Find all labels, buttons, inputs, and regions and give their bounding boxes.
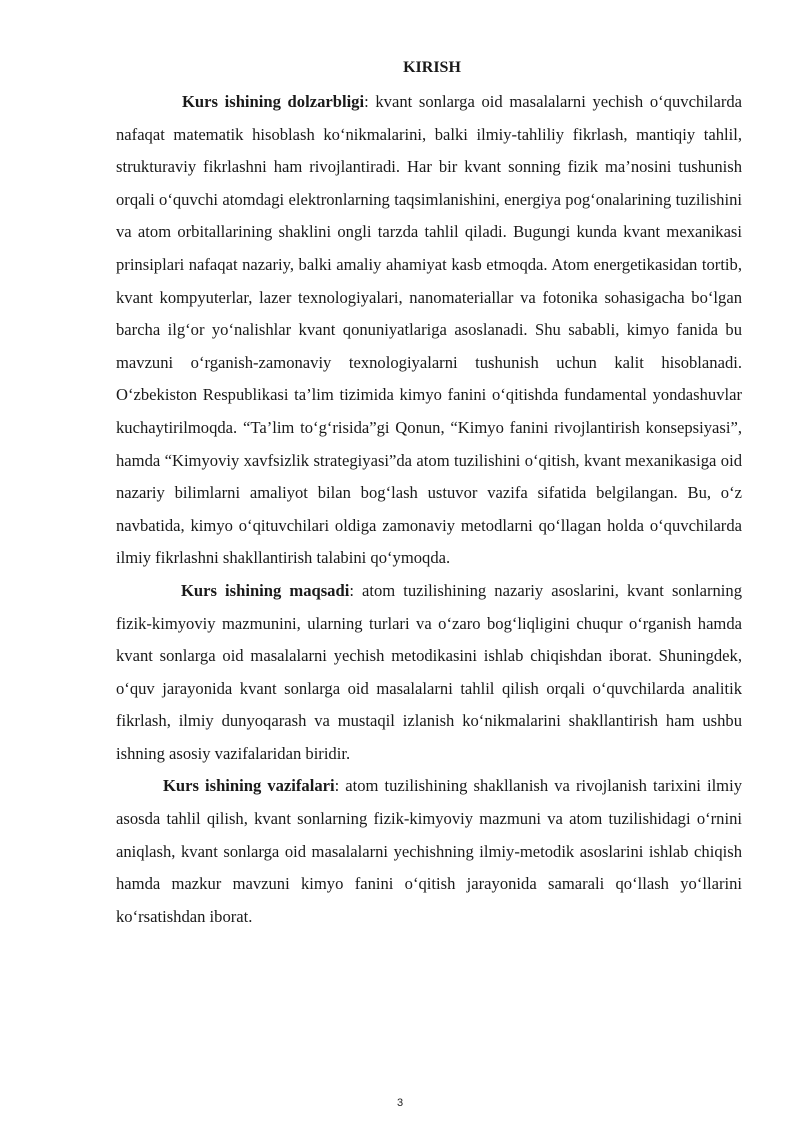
page-number: 3 [396, 1097, 404, 1109]
paragraph-lead-goal: Kurs ishining maqsadi [181, 580, 350, 600]
paragraph-body-relevance: : kvant sonlarga oid masalalarni yechish o‘quvchilarda nafaqat matematik hisoblash ko‘nikmalarini, balki ilmiy-tahliliy fikrlash, mantiqiy tahlil, strukturaviy fikrlashni ham rivojlantiradi. Har bir kvant sonning fizik ma’nosini tushunish orqali o‘quvchi atomdagi elektronlarning taqsimlanishini, energiya pog‘onalarining tuzilishini va atom orbitallarining shaklini ongli tarzda tahlil qiladi. Bugungi kunda kvant mexanikasi prinsiplari nafaqat nazariy, balki amaliy ahamiyat kasb etmoqda. Atom energetikasidan tortib, kvant kompyuterlar, lazer texnologiyalari, nanomateriallar va fotonika sohasigacha bo‘lgan barcha ilg‘or yo‘nalishlar kvant qonuniyatlariga asoslanadi. Shu sababli, kimyo fanida bu mavzuni o‘rganish-zamonaviy texnologiyalarni tushunish uchun kalit hisoblanadi. O‘zbekiston Respublikasi ta’lim tizimida kimyo fanini o‘qitishda fundamental yondashuvlar kuchaytirilmoqda. “Ta’lim to‘g‘risida”gi Qonun, “Kimyo fanini rivojlantirish konsepsiyasi”, hamda “Kimyoviy xavfsizlik strategiyasi”da atom tuzilishini o‘qitish, kvant mexanikasiga oid nazariy bilimlarni amaliyot bilan bog‘lash ustuvor vazifa sifatida belgilangan. Bu, o‘z navbatida, kimyo o‘qituvchilari oldiga zamonaviy metodlarni qo‘llagan holda o‘quvchilarda ilmiy fikrlashni shakllantirish talabini qo‘ymoqda. [116, 92, 743, 568]
document-page [116, 58, 742, 933]
paragraph-body-tasks: : atom tuzilishining shakllanish va rivojlanish tarixini ilmiy asosda tahlil qilish, kvant sonlarning fizik-kimyoviy mazmuni va atom tuzilishidagi o‘rnini aniqlash, kvant sonlarga oid masalalarni yechishning ilmiy-metodik asoslarini ishlab chiqish hamda mazkur mavzuni kimyo fanini o‘qitish jarayonida samarali qo‘llash yo‘llarini ko‘rsatishdan iborat. [116, 776, 742, 926]
paragraph-tasks [116, 770, 742, 933]
paragraph-lead-relevance: Kurs ishining dolzarbligi [182, 92, 365, 111]
paragraph-relevance [116, 86, 742, 575]
paragraph-lead-tasks: Kurs ishining vazifalari [163, 776, 335, 796]
page-title: KIRISH [403, 59, 461, 76]
paragraph-goal [116, 575, 742, 771]
paragraph-body-goal: : atom tuzilishining nazariy asoslarini, kvant sonlarning fizik-kimyoviy mazmunini, ularning turlari va o‘zaro bog‘liqligini chuqur o‘rganish hamda kvant sonlarga oid masalalarni yechish metodikasini ishlab chiqishdan iborat. Shuningdek, o‘quv jarayonida kvant sonlarga oid masalalarni tahlil qilish orqali o‘quvchilarda analitik fikrlash, ilmiy dunyoqarash va mustaqil izlanish ko‘nikmalarini shakllantirish ham ushbu ishning asosiy vazifalaridan biridir. [116, 580, 743, 763]
